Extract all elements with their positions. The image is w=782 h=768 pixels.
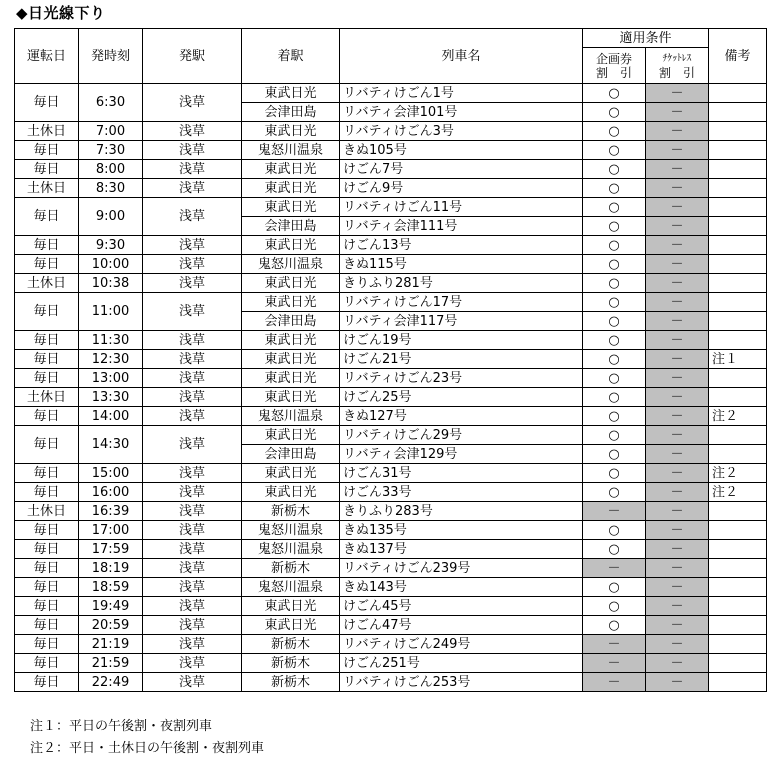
table-row: [15, 407, 767, 426]
cell-train-name: リバティけごん1号: [340, 84, 583, 103]
cell-train-name: きぬ115号: [340, 255, 583, 274]
cell-departure-station: 浅草: [143, 407, 242, 426]
table-row: [15, 141, 767, 160]
cell-plan-ticket-discount: ○: [583, 331, 646, 350]
cell-plan-ticket-discount: ○: [583, 464, 646, 483]
cell-plan-ticket-discount: ○: [583, 274, 646, 293]
cell-plan-ticket-discount: ○: [583, 369, 646, 388]
cell-departure-time: 8:00: [79, 160, 143, 179]
cell-plan-ticket-discount: ○: [583, 350, 646, 369]
table-row: [15, 236, 767, 255]
header-plan-ticket-line2: 割 引: [595, 65, 632, 80]
cell-remarks: [709, 616, 767, 635]
cell-departure-station: 浅草: [143, 84, 242, 122]
cell-train-name: リバティ会津101号: [340, 103, 583, 122]
cell-ticketless-discount: －: [646, 407, 709, 426]
cell-remarks: [709, 654, 767, 673]
cell-ticketless-discount: －: [646, 540, 709, 559]
cell-train-name: けごん45号: [340, 597, 583, 616]
cell-departure-station: 浅草: [143, 559, 242, 578]
cell-ticketless-discount: －: [646, 293, 709, 312]
cell-ticketless-discount: －: [646, 445, 709, 464]
cell-plan-ticket-discount: ○: [583, 445, 646, 464]
cell-plan-ticket-discount: ○: [583, 426, 646, 445]
cell-plan-ticket-discount: ○: [583, 141, 646, 160]
cell-plan-ticket-discount: ○: [583, 217, 646, 236]
cell-operating-day: 毎日: [15, 198, 79, 236]
cell-operating-day: 毎日: [15, 407, 79, 426]
cell-remarks: [709, 597, 767, 616]
cell-departure-station: 浅草: [143, 464, 242, 483]
cell-departure-time: 7:00: [79, 122, 143, 141]
cell-departure-station: 浅草: [143, 654, 242, 673]
table-row: [15, 616, 767, 635]
cell-ticketless-discount: －: [646, 122, 709, 141]
table-row: [15, 578, 767, 597]
cell-arrival-station: 鬼怒川温泉: [242, 255, 340, 274]
cell-arrival-station: 新栃木: [242, 502, 340, 521]
cell-arrival-station: 会津田島: [242, 312, 340, 331]
cell-train-name: きりふり283号: [340, 502, 583, 521]
header-departure: 発駅: [143, 29, 242, 84]
cell-operating-day: 毎日: [15, 331, 79, 350]
cell-train-name: けごん47号: [340, 616, 583, 635]
cell-ticketless-discount: －: [646, 388, 709, 407]
cell-plan-ticket-discount: ○: [583, 293, 646, 312]
cell-departure-time: 17:59: [79, 540, 143, 559]
cell-arrival-station: 東武日光: [242, 236, 340, 255]
header-remarks: 備考: [709, 29, 767, 84]
cell-plan-ticket-discount: ○: [583, 198, 646, 217]
cell-plan-ticket-discount: ○: [583, 540, 646, 559]
cell-operating-day: 毎日: [15, 464, 79, 483]
table-row: [15, 502, 767, 521]
table-row: [15, 673, 767, 692]
cell-arrival-station: 新栃木: [242, 654, 340, 673]
cell-remarks: [709, 578, 767, 597]
cell-arrival-station: 会津田島: [242, 103, 340, 122]
cell-plan-ticket-discount: ○: [583, 103, 646, 122]
table-row: [15, 654, 767, 673]
cell-ticketless-discount: －: [646, 141, 709, 160]
cell-ticketless-discount: －: [646, 597, 709, 616]
cell-plan-ticket-discount: ○: [583, 407, 646, 426]
cell-departure-time: 6:30: [79, 84, 143, 122]
cell-arrival-station: 東武日光: [242, 274, 340, 293]
cell-departure-station: 浅草: [143, 616, 242, 635]
cell-plan-ticket-discount: ○: [583, 388, 646, 407]
cell-arrival-station: 東武日光: [242, 483, 340, 502]
cell-operating-day: 毎日: [15, 369, 79, 388]
cell-departure-station: 浅草: [143, 198, 242, 236]
cell-departure-time: 11:00: [79, 293, 143, 331]
notes: [30, 716, 264, 760]
cell-ticketless-discount: －: [646, 578, 709, 597]
table-row: [15, 122, 767, 141]
cell-train-name: けごん25号: [340, 388, 583, 407]
cell-arrival-station: 東武日光: [242, 388, 340, 407]
cell-arrival-station: 東武日光: [242, 369, 340, 388]
cell-plan-ticket-discount: ○: [583, 236, 646, 255]
cell-departure-station: 浅草: [143, 597, 242, 616]
cell-ticketless-discount: －: [646, 236, 709, 255]
cell-remarks: [709, 502, 767, 521]
cell-train-name: けごん251号: [340, 654, 583, 673]
cell-plan-ticket-discount: ○: [583, 160, 646, 179]
cell-ticketless-discount: －: [646, 350, 709, 369]
cell-ticketless-discount: －: [646, 521, 709, 540]
cell-arrival-station: 鬼怒川温泉: [242, 141, 340, 160]
cell-departure-station: 浅草: [143, 350, 242, 369]
cell-remarks: [709, 426, 767, 445]
cell-ticketless-discount: －: [646, 179, 709, 198]
table-row: [15, 388, 767, 407]
cell-train-name: きぬ127号: [340, 407, 583, 426]
cell-plan-ticket-discount: ○: [583, 483, 646, 502]
cell-plan-ticket-discount: －: [583, 654, 646, 673]
cell-ticketless-discount: －: [646, 635, 709, 654]
cell-operating-day: 毎日: [15, 160, 79, 179]
cell-departure-station: 浅草: [143, 521, 242, 540]
cell-operating-day: 毎日: [15, 559, 79, 578]
cell-plan-ticket-discount: ○: [583, 521, 646, 540]
page-title: ◆日光線下り: [16, 4, 106, 22]
cell-ticketless-discount: －: [646, 331, 709, 350]
cell-plan-ticket-discount: －: [583, 502, 646, 521]
cell-departure-station: 浅草: [143, 426, 242, 464]
cell-departure-time: 9:00: [79, 198, 143, 236]
header-day: 運転日: [15, 29, 79, 84]
table-row: [15, 84, 767, 103]
table-row: [15, 426, 767, 445]
cell-ticketless-discount: －: [646, 274, 709, 293]
cell-train-name: リバティけごん11号: [340, 198, 583, 217]
cell-departure-time: 17:00: [79, 521, 143, 540]
cell-train-name: リバティ会津129号: [340, 445, 583, 464]
cell-operating-day: 毎日: [15, 578, 79, 597]
header-plan-ticket-line1: 企画券: [595, 51, 632, 66]
cell-train-name: けごん33号: [340, 483, 583, 502]
table-row: [15, 198, 767, 217]
cell-train-name: けごん7号: [340, 160, 583, 179]
header-time: 発時刻: [79, 29, 143, 84]
cell-departure-time: 16:00: [79, 483, 143, 502]
cell-operating-day: 毎日: [15, 616, 79, 635]
table-row: [15, 540, 767, 559]
table-row: [15, 559, 767, 578]
cell-departure-time: 10:38: [79, 274, 143, 293]
cell-departure-station: 浅草: [143, 635, 242, 654]
cell-operating-day: 毎日: [15, 483, 79, 502]
cell-train-name: けごん9号: [340, 179, 583, 198]
cell-train-name: けごん19号: [340, 331, 583, 350]
cell-arrival-station: 鬼怒川温泉: [242, 578, 340, 597]
cell-arrival-station: 新栃木: [242, 559, 340, 578]
cell-ticketless-discount: －: [646, 502, 709, 521]
header-plan-ticket-discount: [583, 48, 646, 84]
cell-plan-ticket-discount: －: [583, 635, 646, 654]
cell-arrival-station: 東武日光: [242, 350, 340, 369]
cell-operating-day: 毎日: [15, 540, 79, 559]
cell-arrival-station: 東武日光: [242, 84, 340, 103]
cell-train-name: リバティけごん17号: [340, 293, 583, 312]
cell-departure-time: 11:30: [79, 331, 143, 350]
cell-departure-time: 8:30: [79, 179, 143, 198]
cell-ticketless-discount: －: [646, 654, 709, 673]
cell-remarks: [709, 388, 767, 407]
table-row: [15, 483, 767, 502]
cell-arrival-station: 東武日光: [242, 331, 340, 350]
cell-departure-station: 浅草: [143, 122, 242, 141]
cell-ticketless-discount: －: [646, 103, 709, 122]
cell-arrival-station: 会津田島: [242, 217, 340, 236]
cell-operating-day: 毎日: [15, 654, 79, 673]
cell-departure-station: 浅草: [143, 673, 242, 692]
note-1: 注１：平日の午後割・夜割列車: [30, 719, 213, 734]
cell-train-name: リバティけごん239号: [340, 559, 583, 578]
cell-operating-day: 毎日: [15, 255, 79, 274]
cell-departure-time: 16:39: [79, 502, 143, 521]
cell-train-name: きぬ137号: [340, 540, 583, 559]
table-row: [15, 179, 767, 198]
cell-plan-ticket-discount: ○: [583, 122, 646, 141]
cell-departure-time: 21:19: [79, 635, 143, 654]
cell-train-name: リバティけごん23号: [340, 369, 583, 388]
cell-operating-day: 毎日: [15, 635, 79, 654]
cell-remarks: [709, 84, 767, 103]
table-row: [15, 274, 767, 293]
cell-ticketless-discount: －: [646, 160, 709, 179]
cell-train-name: きぬ135号: [340, 521, 583, 540]
cell-ticketless-discount: －: [646, 483, 709, 502]
cell-arrival-station: 鬼怒川温泉: [242, 540, 340, 559]
cell-ticketless-discount: －: [646, 255, 709, 274]
cell-ticketless-discount: －: [646, 217, 709, 236]
table-row: [15, 331, 767, 350]
cell-departure-time: 13:00: [79, 369, 143, 388]
cell-departure-station: 浅草: [143, 141, 242, 160]
cell-remarks: [709, 312, 767, 331]
cell-remarks: 注２: [709, 407, 767, 426]
cell-remarks: [709, 179, 767, 198]
cell-ticketless-discount: －: [646, 369, 709, 388]
cell-remarks: [709, 673, 767, 692]
cell-remarks: 注２: [709, 464, 767, 483]
cell-departure-station: 浅草: [143, 540, 242, 559]
cell-train-name: リバティ会津111号: [340, 217, 583, 236]
cell-departure-time: 18:19: [79, 559, 143, 578]
header-ticketless-line2: 割 引: [658, 65, 695, 80]
cell-remarks: 注１: [709, 350, 767, 369]
cell-departure-time: 22:49: [79, 673, 143, 692]
cell-departure-station: 浅草: [143, 179, 242, 198]
table-row: [15, 293, 767, 312]
cell-arrival-station: 新栃木: [242, 635, 340, 654]
cell-remarks: [709, 160, 767, 179]
table-row: [15, 369, 767, 388]
cell-operating-day: 土休日: [15, 388, 79, 407]
cell-ticketless-discount: －: [646, 198, 709, 217]
table-row: [15, 597, 767, 616]
cell-ticketless-discount: －: [646, 426, 709, 445]
header-ticketless-discount: [646, 48, 709, 84]
cell-departure-time: 10:00: [79, 255, 143, 274]
cell-departure-station: 浅草: [143, 388, 242, 407]
cell-departure-station: 浅草: [143, 255, 242, 274]
cell-plan-ticket-discount: ○: [583, 578, 646, 597]
cell-remarks: [709, 198, 767, 217]
cell-train-name: けごん21号: [340, 350, 583, 369]
cell-plan-ticket-discount: ○: [583, 312, 646, 331]
cell-operating-day: 毎日: [15, 236, 79, 255]
table-row: [15, 521, 767, 540]
cell-remarks: [709, 445, 767, 464]
cell-train-name: リバティけごん29号: [340, 426, 583, 445]
cell-arrival-station: 東武日光: [242, 160, 340, 179]
table-row: [15, 160, 767, 179]
cell-remarks: [709, 369, 767, 388]
cell-operating-day: 毎日: [15, 84, 79, 122]
cell-remarks: 注２: [709, 483, 767, 502]
cell-arrival-station: 東武日光: [242, 198, 340, 217]
cell-operating-day: 毎日: [15, 673, 79, 692]
cell-departure-time: 7:30: [79, 141, 143, 160]
cell-train-name: リバティけごん253号: [340, 673, 583, 692]
cell-arrival-station: 鬼怒川温泉: [242, 521, 340, 540]
header-ticketless-line1: ﾁｹｯﾄﾚｽ: [662, 52, 692, 64]
cell-plan-ticket-discount: ○: [583, 84, 646, 103]
cell-remarks: [709, 293, 767, 312]
cell-remarks: [709, 103, 767, 122]
cell-train-name: リバティけごん3号: [340, 122, 583, 141]
table-row: [15, 255, 767, 274]
cell-operating-day: 毎日: [15, 141, 79, 160]
cell-arrival-station: 東武日光: [242, 426, 340, 445]
cell-remarks: [709, 559, 767, 578]
cell-remarks: [709, 635, 767, 654]
cell-arrival-station: 会津田島: [242, 445, 340, 464]
cell-departure-time: 18:59: [79, 578, 143, 597]
cell-departure-station: 浅草: [143, 293, 242, 331]
cell-departure-time: 14:30: [79, 426, 143, 464]
cell-remarks: [709, 255, 767, 274]
cell-departure-time: 13:30: [79, 388, 143, 407]
cell-train-name: リバティけごん249号: [340, 635, 583, 654]
cell-remarks: [709, 236, 767, 255]
cell-operating-day: 毎日: [15, 597, 79, 616]
cell-departure-time: 19:49: [79, 597, 143, 616]
cell-departure-time: 15:00: [79, 464, 143, 483]
timetable: [14, 28, 767, 692]
cell-departure-time: 12:30: [79, 350, 143, 369]
cell-departure-time: 20:59: [79, 616, 143, 635]
cell-operating-day: 土休日: [15, 274, 79, 293]
cell-plan-ticket-discount: ○: [583, 616, 646, 635]
cell-departure-station: 浅草: [143, 236, 242, 255]
cell-ticketless-discount: －: [646, 84, 709, 103]
cell-remarks: [709, 521, 767, 540]
cell-remarks: [709, 540, 767, 559]
cell-arrival-station: 東武日光: [242, 293, 340, 312]
cell-plan-ticket-discount: －: [583, 673, 646, 692]
cell-train-name: きぬ105号: [340, 141, 583, 160]
cell-remarks: [709, 331, 767, 350]
cell-departure-time: 9:30: [79, 236, 143, 255]
cell-remarks: [709, 141, 767, 160]
cell-plan-ticket-discount: －: [583, 559, 646, 578]
timetable-body: [15, 84, 767, 692]
cell-remarks: [709, 122, 767, 141]
cell-arrival-station: 東武日光: [242, 122, 340, 141]
cell-departure-station: 浅草: [143, 331, 242, 350]
cell-remarks: [709, 274, 767, 293]
cell-departure-station: 浅草: [143, 160, 242, 179]
cell-departure-station: 浅草: [143, 578, 242, 597]
cell-departure-time: 21:59: [79, 654, 143, 673]
cell-ticketless-discount: －: [646, 312, 709, 331]
cell-ticketless-discount: －: [646, 559, 709, 578]
note-2: 注２：平日・土休日の午後割・夜割列車: [30, 741, 265, 756]
cell-departure-time: 14:00: [79, 407, 143, 426]
header-arrival: 着駅: [242, 29, 340, 84]
cell-plan-ticket-discount: ○: [583, 597, 646, 616]
cell-plan-ticket-discount: ○: [583, 255, 646, 274]
cell-ticketless-discount: －: [646, 616, 709, 635]
cell-departure-station: 浅草: [143, 274, 242, 293]
cell-arrival-station: 新栃木: [242, 673, 340, 692]
cell-plan-ticket-discount: ○: [583, 179, 646, 198]
cell-operating-day: 毎日: [15, 350, 79, 369]
table-row: [15, 635, 767, 654]
cell-operating-day: 土休日: [15, 502, 79, 521]
cell-operating-day: 毎日: [15, 521, 79, 540]
header-conditions: 適用条件: [583, 29, 709, 48]
cell-arrival-station: 東武日光: [242, 464, 340, 483]
cell-departure-station: 浅草: [143, 483, 242, 502]
cell-arrival-station: 東武日光: [242, 597, 340, 616]
cell-operating-day: 土休日: [15, 179, 79, 198]
cell-departure-station: 浅草: [143, 502, 242, 521]
cell-operating-day: 毎日: [15, 293, 79, 331]
cell-train-name: きぬ143号: [340, 578, 583, 597]
cell-arrival-station: 鬼怒川温泉: [242, 407, 340, 426]
cell-operating-day: 土休日: [15, 122, 79, 141]
cell-arrival-station: 東武日光: [242, 179, 340, 198]
cell-train-name: けごん31号: [340, 464, 583, 483]
table-row: [15, 464, 767, 483]
cell-ticketless-discount: －: [646, 673, 709, 692]
header-train-name: 列車名: [340, 29, 583, 84]
cell-remarks: [709, 217, 767, 236]
cell-ticketless-discount: －: [646, 464, 709, 483]
cell-train-name: リバティ会津117号: [340, 312, 583, 331]
cell-operating-day: 毎日: [15, 426, 79, 464]
cell-train-name: きりふり281号: [340, 274, 583, 293]
table-row: [15, 350, 767, 369]
cell-departure-station: 浅草: [143, 369, 242, 388]
cell-arrival-station: 東武日光: [242, 616, 340, 635]
cell-train-name: けごん13号: [340, 236, 583, 255]
